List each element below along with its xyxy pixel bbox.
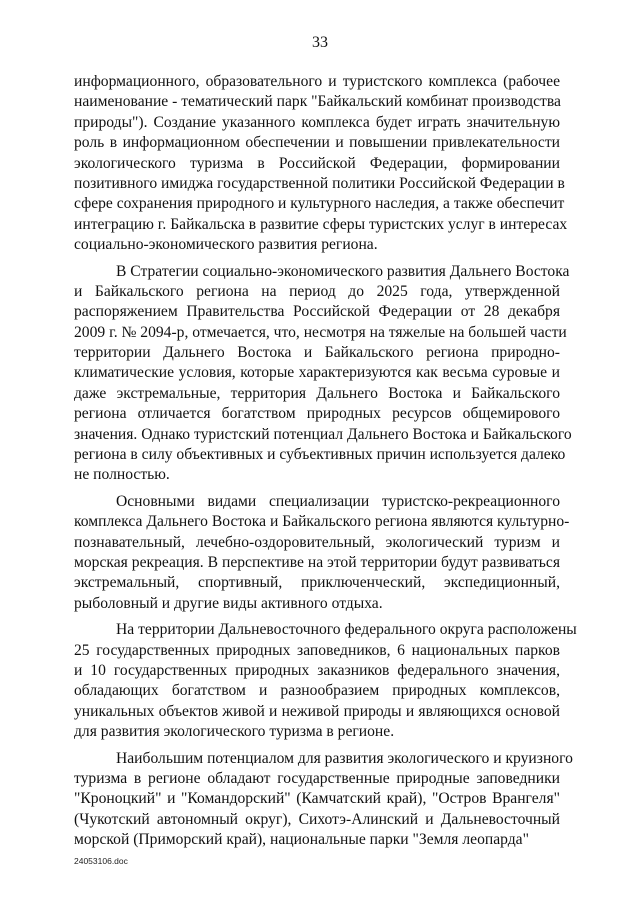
text-line: роль в информационном обеспечении и повышении привлекательности: [74, 134, 560, 152]
text-line: значения. Однако туристский потенциал Дальнего Востока и Байкальского: [74, 425, 572, 443]
text-line: 25 государственных природных заповедников, 6 национальных парков: [74, 641, 560, 659]
footer-filename: 24053106.doc: [74, 856, 128, 866]
text-line: региона отличается богатством природных ресурсов общемирового: [74, 405, 560, 423]
text-line: познавательный, лечебно-оздоровительный, экологический туризм и: [74, 533, 560, 551]
text-line: информационного, образовательного и туристского комплекса (рабочее: [74, 73, 560, 90]
text-line: интеграцию г. Байкальска в развитие сферы туристских услуг в интересах: [74, 215, 568, 233]
text-line: социально-экономического развития региона.: [74, 236, 378, 254]
text-line: обладающих богатством и разнообразием природных комплексов,: [74, 682, 560, 700]
text-line: На территории Дальневосточного федерального округа расположены: [116, 621, 577, 639]
text-line: наименование - тематический парк "Байкальский комбинат производства: [74, 93, 561, 111]
text-line: 2009 г. № 2094-р, отмечается, что, несмотря на тяжелые на большей части: [74, 323, 567, 341]
text-line: Основными видами специализации туристско-рекреационного: [116, 492, 560, 510]
text-line: региона в силу объективных и субъективных причин используется далеко: [74, 446, 566, 464]
text-line: климатические условия, которые характеризуются как весьма суровые и: [74, 364, 560, 382]
text-line: позитивного имиджа государственной политики Российской Федерации в: [74, 174, 565, 192]
text-line: рыболовный и другие виды активного отдыха.: [74, 594, 383, 612]
paragraph: [74, 492, 570, 614]
paragraph: [74, 262, 572, 486]
paragraph: [74, 749, 573, 851]
text-line: уникальных объектов живой и неживой природы и являющихся основой: [74, 702, 560, 720]
paragraph: [74, 72, 568, 256]
text-line: природы"). Создание указанного комплекса будет играть значительную: [74, 113, 560, 131]
paragraph: [74, 620, 577, 742]
text-line: сфере сохранения природного и культурного наследия, а также обеспечит: [74, 195, 565, 213]
text-line: распоряжением Правительства Российской Федерации от 28 декабря: [74, 303, 560, 321]
text-line: (Чукотский автономный округ), Сихотэ-Алинский и Дальневосточный: [74, 810, 560, 828]
text-line: экстремальный, спортивный, приключенческий, экспедиционный,: [74, 574, 560, 592]
text-line: морской (Приморский край), национальные парки "Земля леопарда": [74, 831, 529, 849]
page-number: 33: [312, 34, 328, 51]
text-line: даже экстремальные, территория Дальнего Востока и Байкальского: [74, 384, 560, 402]
text-line: и 10 государственных природных заказников федерального значения,: [74, 661, 560, 679]
text-line: комплекса Дальнего Востока и Байкальского региона являются культурно-: [74, 513, 570, 531]
text-line: морская рекреация. В перспективе на этой территории будут развиваться: [74, 553, 560, 571]
text-line: экологического туризма в Российской Федерации, формировании: [74, 154, 560, 172]
text-line: "Кроноцкий" и "Командорский" (Камчатский край), "Остров Врангеля": [74, 790, 560, 808]
text-line: В Стратегии социально-экономического развития Дальнего Востока: [116, 262, 570, 280]
text-line: туризма в регионе обладают государственные природные заповедники: [74, 769, 560, 787]
text-line: для развития экологического туризма в регионе.: [74, 723, 395, 741]
text-line: территории Дальнего Востока и Байкальского региона природно-: [74, 344, 560, 362]
text-line: и Байкальского региона на период до 2025 года, утвержденной: [74, 282, 560, 300]
body-text: [74, 72, 577, 850]
text-line: не полностью.: [74, 466, 170, 484]
text-line: Наибольшим потенциалом для развития экологического и круизного: [116, 749, 573, 767]
